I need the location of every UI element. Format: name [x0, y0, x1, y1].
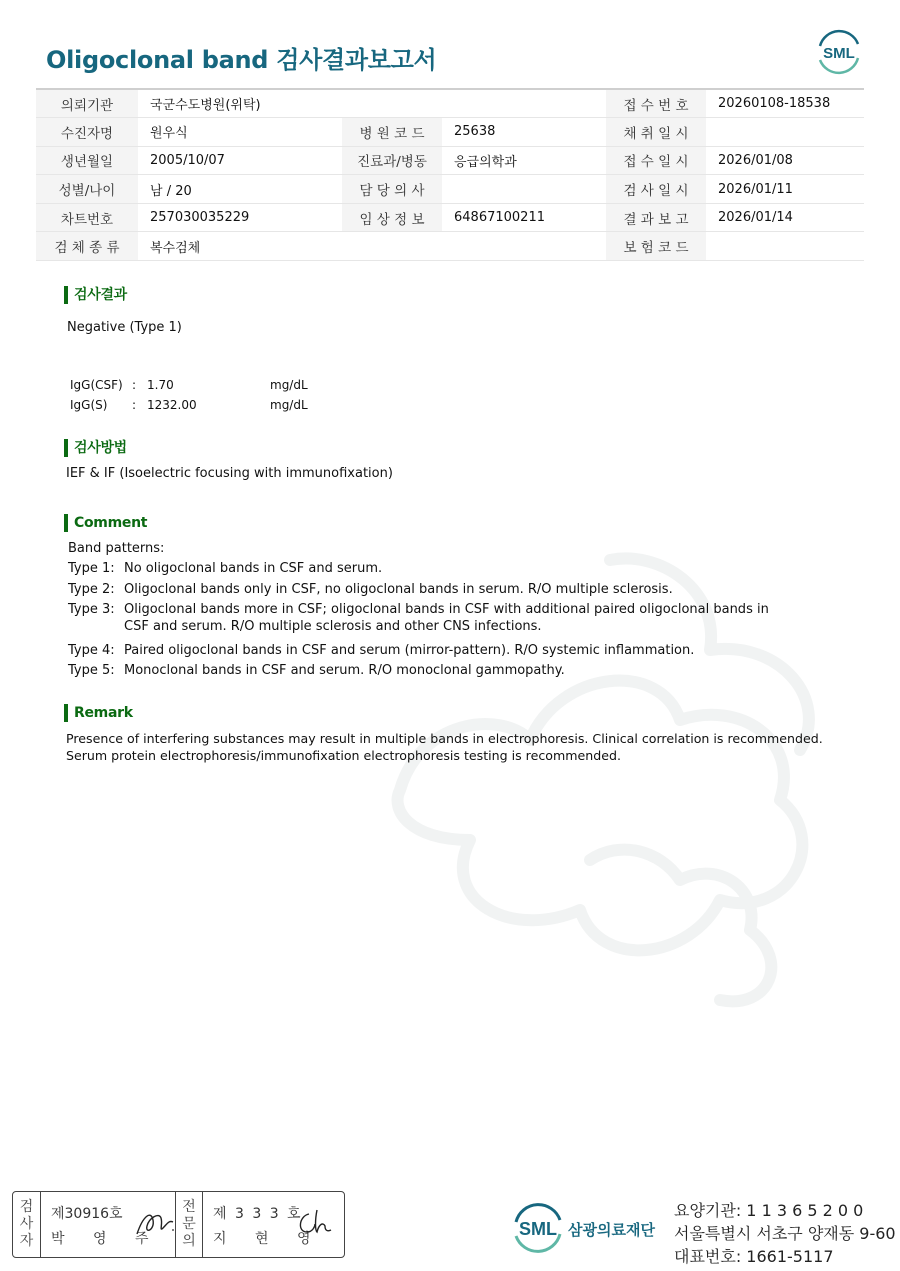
info-value: 복수검체: [138, 232, 342, 261]
sml-logo-icon: [814, 28, 864, 76]
footer-org-name: 삼광의료재단: [568, 1221, 655, 1239]
info-value: 응급의학과: [442, 146, 606, 175]
info-label: [342, 89, 442, 118]
footer-code: 요양기관: 1 1 3 6 5 2 0 0: [674, 1201, 864, 1220]
comment-intro: Band patterns:: [68, 541, 165, 556]
examiner-license: 제30916호: [51, 1206, 123, 1222]
band-type-key: Type 3:: [68, 602, 115, 617]
info-label: 담 당 의 사: [342, 175, 442, 204]
info-value: 64867100211: [442, 203, 606, 232]
info-label: [342, 232, 442, 261]
signature-box: [12, 1191, 345, 1258]
value-sep: :: [132, 378, 137, 392]
method-text: IEF & IF (Isoelectric focusing with immunofixation): [66, 466, 393, 481]
value-sep: :: [132, 398, 137, 412]
info-value: 25638: [442, 118, 606, 147]
info-row: [36, 203, 864, 232]
info-label: 접 수 번 호: [606, 89, 706, 118]
info-value: 2026/01/08: [706, 146, 864, 175]
band-type-desc: Monoclonal bands in CSF and serum. R/O monoclonal gammopathy.: [124, 663, 565, 678]
info-label: 생년월일: [36, 146, 138, 175]
report-title: Oligoclonal band 검사결과보고서: [46, 46, 437, 74]
band-type-desc: Oligoclonal bands more in CSF; oligoclonal bands in CSF with additional paired oligoclonal bands in CSF and serum. R/O multiple sclerosis and other CNS infections.: [124, 602, 769, 634]
patient-info-table: [36, 88, 864, 261]
result-heading: 검사결과: [64, 286, 127, 304]
info-label: 검 사 일 시: [606, 175, 706, 204]
info-label: 접 수 일 시: [606, 146, 706, 175]
info-value: 2026/01/14: [706, 203, 864, 232]
band-type-desc: Oligoclonal bands only in CSF, no oligoclonal bands in serum. R/O multiple sclerosis.: [124, 582, 673, 597]
info-value: [706, 232, 864, 261]
info-value: [442, 232, 606, 261]
info-value: 2005/10/07: [138, 146, 342, 175]
info-value: 2026/01/11: [706, 175, 864, 204]
band-type-desc: Paired oligoclonal bands in CSF and serum (mirror-pattern). R/O systemic inflammation.: [124, 643, 695, 658]
info-value: 남 / 20: [138, 175, 342, 204]
examiner-signature: [133, 1206, 177, 1240]
info-row: [36, 89, 864, 118]
band-type-key: Type 2:: [68, 582, 115, 597]
value-number: 1232.00: [147, 398, 197, 412]
info-label: 결 과 보 고: [606, 203, 706, 232]
svg-text:SML: SML: [823, 45, 855, 62]
band-type-key: Type 4:: [68, 643, 115, 658]
info-label: 임 상 정 보: [342, 203, 442, 232]
info-label: 의뢰기관: [36, 89, 138, 118]
value-number: 1.70: [147, 378, 174, 392]
examiner-name: 박 영 주: [51, 1231, 161, 1247]
info-value: 20260108-18538: [706, 89, 864, 118]
info-label: 보 험 코 드: [606, 232, 706, 261]
svg-text:SML: SML: [519, 1219, 557, 1239]
info-row: [36, 175, 864, 204]
band-type-key: Type 1:: [68, 561, 115, 576]
comment-heading: Comment: [64, 514, 147, 532]
remark-line: Presence of interfering substances may result in multiple bands in electrophoresis. Clinical correlation is recommended.: [66, 731, 823, 746]
value-unit: mg/dL: [270, 378, 308, 392]
info-label: 차트번호: [36, 203, 138, 232]
specialist-name: 지 현 영: [213, 1231, 323, 1247]
value-name: IgG(S): [70, 398, 108, 412]
method-heading: 검사방법: [64, 439, 127, 457]
specialist-signature: [293, 1206, 337, 1240]
value-unit: mg/dL: [270, 398, 308, 412]
band-type-key: Type 5:: [68, 663, 115, 678]
info-label: 성별/나이: [36, 175, 138, 204]
info-label: 검 체 종 류: [36, 232, 138, 261]
info-row: [36, 232, 864, 261]
footer-address: 서울특별시 서초구 양재동 9-60: [674, 1224, 896, 1243]
info-value: [706, 118, 864, 147]
remark-line: Serum protein electrophoresis/immunofixation electrophoresis testing is recommended.: [66, 748, 621, 763]
info-value: [442, 89, 606, 118]
info-value: [442, 175, 606, 204]
band-type-desc: No oligoclonal bands in CSF and serum.: [124, 561, 383, 576]
info-value: 257030035229: [138, 203, 342, 232]
info-value: 원우식: [138, 118, 342, 147]
examiner-label: 검 사 자: [13, 1192, 41, 1257]
info-row: [36, 118, 864, 147]
info-label: 진료과/병동: [342, 146, 442, 175]
info-value: 국군수도병원(위탁): [138, 89, 342, 118]
info-label: 수진자명: [36, 118, 138, 147]
specialist-license: 제 3 3 3 호: [213, 1206, 303, 1222]
info-row: [36, 146, 864, 175]
info-label: 병 원 코 드: [342, 118, 442, 147]
info-label: 채 취 일 시: [606, 118, 706, 147]
result-summary: Negative (Type 1): [67, 320, 182, 335]
value-name: IgG(CSF): [70, 378, 123, 392]
remark-heading: Remark: [64, 704, 133, 722]
footer-phone: 대표번호: 1661-5117: [674, 1247, 834, 1266]
specialist-label: 전 문 의: [175, 1192, 203, 1257]
footer-sml-logo-icon: [510, 1200, 566, 1256]
